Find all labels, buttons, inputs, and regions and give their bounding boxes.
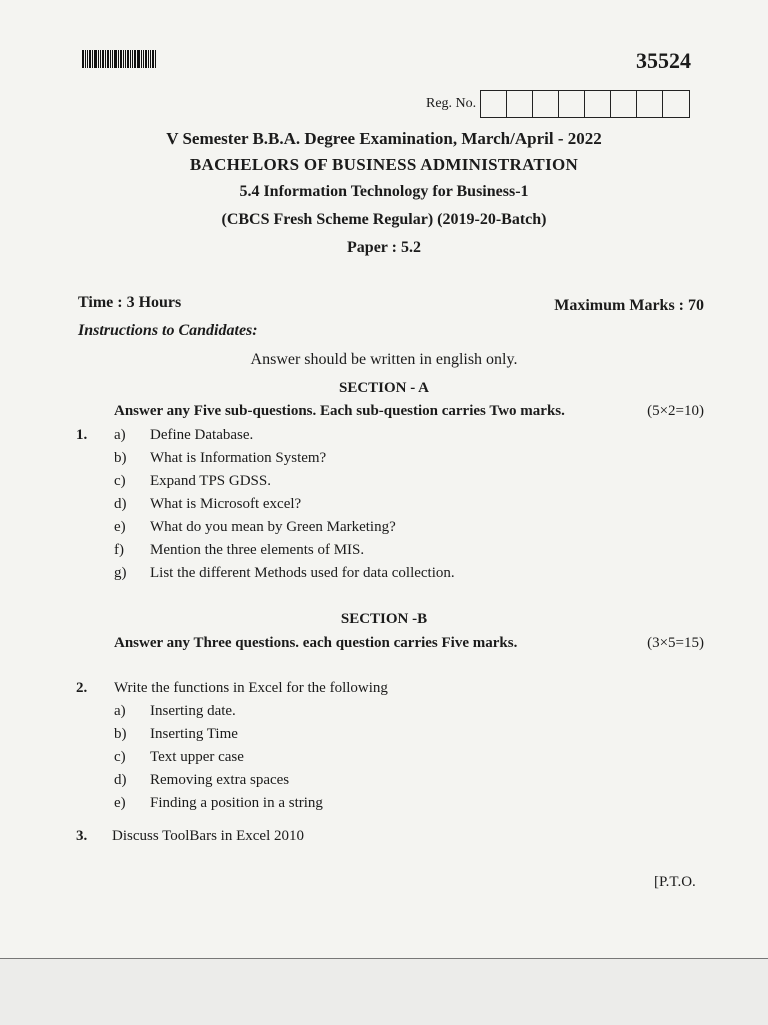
- item-text: Expand TPS GDSS.: [150, 473, 271, 489]
- reg-no-box: [585, 91, 611, 117]
- barcode-stripe: [141, 50, 142, 68]
- barcode-stripe: [152, 50, 154, 68]
- barcode-image: [82, 50, 160, 68]
- item-label: a): [114, 427, 126, 443]
- exam-title: V Semester B.B.A. Degree Examination, March/April - 2022: [166, 129, 602, 148]
- barcode-stripe: [102, 50, 104, 68]
- barcode-stripe: [94, 50, 97, 68]
- reg-no-box: [533, 91, 559, 117]
- item-text: What is Information System?: [150, 450, 327, 466]
- barcode-stripe: [98, 50, 99, 68]
- item-label: d): [114, 772, 127, 788]
- item-label: d): [114, 496, 127, 512]
- section-b-marks: (3×5=15): [647, 635, 704, 651]
- item-text: Inserting date.: [150, 703, 236, 719]
- barcode-stripe: [148, 50, 149, 68]
- item-text: Removing extra spaces: [150, 772, 290, 788]
- section-a-heading: SECTION - A: [338, 380, 430, 396]
- item-label: c): [114, 473, 126, 489]
- item-text: What do you mean by Green Marketing?: [150, 519, 396, 535]
- barcode-stripe: [105, 50, 106, 68]
- item-text: Mention the three elements of MIS.: [150, 542, 365, 558]
- question-number: 1.: [76, 427, 88, 443]
- item-label: c): [114, 749, 126, 765]
- reg-no-box: [611, 91, 637, 117]
- barcode-stripe: [87, 50, 88, 68]
- barcode-stripe: [118, 50, 119, 68]
- reg-no-box: [481, 91, 507, 117]
- item-text: Finding a position in a string: [150, 795, 323, 811]
- scheme-title: (CBCS Fresh Scheme Regular) (2019-20-Batch): [221, 211, 547, 228]
- barcode-stripe: [155, 50, 156, 68]
- reg-no-label: Reg. No.: [426, 96, 477, 111]
- paper-number: Paper : 5.2: [347, 239, 421, 256]
- reg-no-box: [637, 91, 663, 117]
- section-a-instruction-text: Answer any Five sub-questions. Each sub-question carries Two marks.: [114, 403, 565, 419]
- pto-note: [P.T.O.: [654, 874, 696, 890]
- reg-no-box: [663, 91, 689, 117]
- section-b-heading: SECTION -B: [340, 611, 428, 627]
- item-label: a): [114, 703, 126, 719]
- barcode-stripe: [123, 50, 124, 68]
- barcode-stripe: [85, 50, 86, 68]
- item-label: e): [114, 795, 126, 811]
- exam-duration: Time : 3 Hours: [78, 294, 182, 311]
- reg-no-field: [426, 90, 690, 118]
- barcode-stripe: [137, 50, 140, 68]
- item-text: Inserting Time: [150, 726, 238, 742]
- page-edge: [0, 958, 768, 1025]
- barcode-stripe: [125, 50, 126, 68]
- barcode-stripe: [145, 50, 147, 68]
- barcode-stripe: [100, 50, 101, 68]
- barcode-stripe: [114, 50, 117, 68]
- barcode-stripe: [150, 50, 151, 68]
- barcode-stripe: [112, 50, 113, 68]
- barcode-stripe: [120, 50, 122, 68]
- maximum-marks: Maximum Marks : 70: [554, 297, 704, 314]
- barcode-stripe: [107, 50, 109, 68]
- item-text: List the different Methods used for data collection.: [150, 565, 455, 581]
- subject-title: 5.4 Information Technology for Business-1: [239, 183, 529, 200]
- barcode-stripe: [127, 50, 129, 68]
- paper-code: 35524: [636, 48, 691, 73]
- item-text: What is Microsoft excel?: [150, 496, 302, 512]
- instruction-text: Answer should be written in english only.: [250, 351, 518, 368]
- section-b-instruction: [114, 635, 704, 652]
- barcode-stripe: [82, 50, 84, 68]
- barcode-stripe: [92, 50, 93, 68]
- item-label: b): [114, 450, 127, 466]
- section-a-marks: (5×2=10): [647, 403, 704, 419]
- q3-text: Discuss ToolBars in Excel 2010: [112, 828, 304, 844]
- question-number: 3.: [76, 828, 88, 844]
- reg-no-boxes: [480, 90, 690, 118]
- barcode-stripe: [132, 50, 133, 68]
- item-label: e): [114, 519, 126, 535]
- question-number: 2.: [76, 680, 88, 696]
- reg-no-box: [507, 91, 533, 117]
- reg-no-box: [559, 91, 585, 117]
- q2-text: Write the functions in Excel for the following: [114, 680, 388, 696]
- item-label: b): [114, 726, 127, 742]
- programme-title: BACHELORS OF BUSINESS ADMINISTRATION: [189, 155, 579, 174]
- barcode-stripe: [130, 50, 131, 68]
- barcode-stripe: [110, 50, 111, 68]
- barcode-stripe: [134, 50, 136, 68]
- barcode-stripe: [143, 50, 144, 68]
- item-label: g): [114, 565, 127, 581]
- item-label: f): [114, 542, 124, 558]
- item-text: Define Database.: [150, 427, 254, 443]
- item-text: Text upper case: [150, 749, 244, 765]
- section-b-instruction-text: Answer any Three questions. each question carries Five marks.: [114, 635, 518, 651]
- section-a-instruction: [114, 403, 704, 420]
- instructions-heading: Instructions to Candidates:: [78, 322, 258, 339]
- barcode-stripe: [89, 50, 91, 68]
